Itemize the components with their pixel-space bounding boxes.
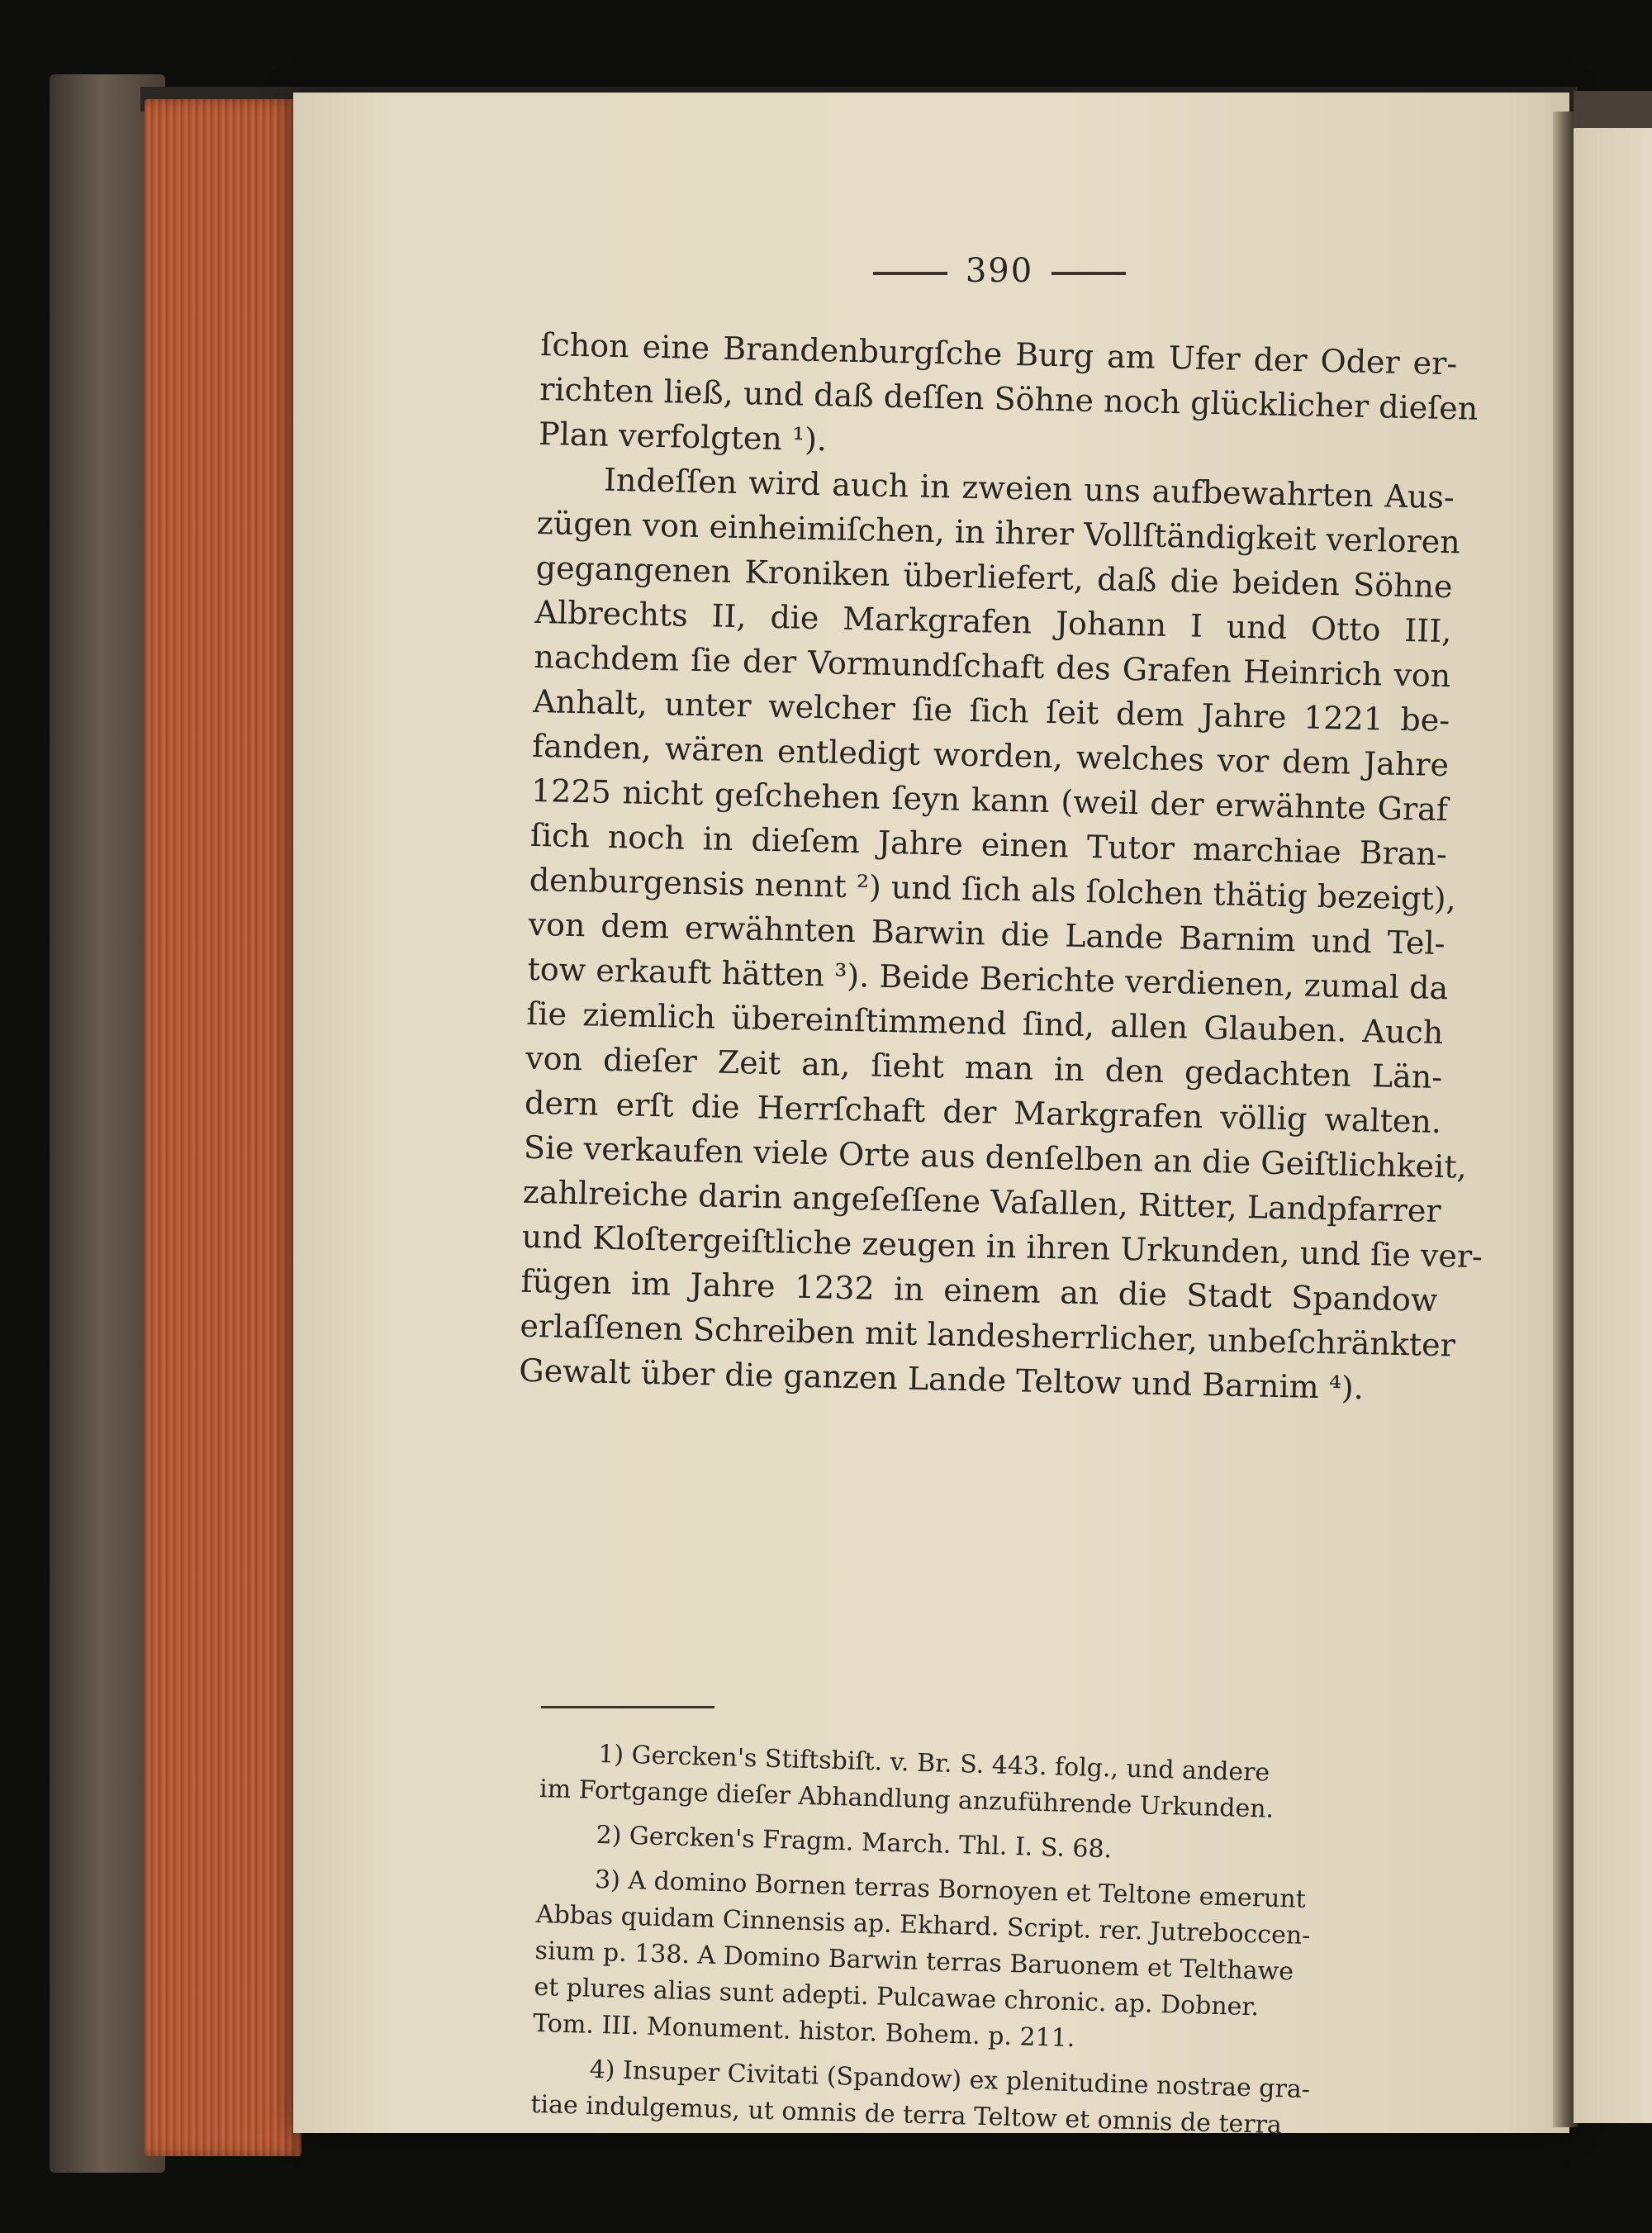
footnote-line: 4) Insuper Civitati (Spandow) ex plenitudine nostrae gra- (589, 2055, 1311, 2105)
footnote (530, 2050, 1449, 2149)
footnote-line: 2) Gercken's Fragm. March. Thl. I. S. 68. (596, 1820, 1113, 1865)
body-line: von dem erwähnten Barwin die Lande Barnim und Tel- (528, 905, 1446, 962)
footnote-line: im Fortgange dieſer Abhandlung anzuführende Urkunden. (539, 1774, 1275, 1824)
body-line: Indeſſen wird auch in zweien uns aufbewahrten Aus- (603, 461, 1455, 516)
footnote-line: 1) Gercken's Stiftsbiſt. v. Br. S. 443. folg., und andere (597, 1739, 1270, 1788)
body-text (518, 322, 1483, 1412)
body-line: dern erſt die Herrſchaft der Markgrafen völlig walten. (524, 1084, 1442, 1141)
footnote-line: Abbas quidam Cinnensis ap. Ekhard. Script. rer. Jutreboccen- (535, 1899, 1311, 1951)
body-line: denburgensis nennt ²) und ſich als ſolchen thätig bezeigt), (529, 861, 1457, 918)
body-line: fügen im Jahre 1232 in einem an die Stadt Spandow (520, 1262, 1438, 1318)
facing-page (1574, 124, 1652, 2123)
body-line: tow erkauft hätten ³). Beide Berichte verdienen, zumal da (527, 950, 1449, 1007)
page-number-dash-right (1051, 272, 1126, 275)
body-line: Anhalt, unter welcher ſie ſich ſeit dem Jahre 1221 be- (532, 682, 1450, 739)
body-line: Gewalt über die ganzen Lande Teltow und Barnim ⁴). (518, 1352, 1365, 1407)
footnote-line: 3) A domino Bornen terras Bornoyen et Teltone emerunt (594, 1865, 1307, 1914)
footnote-line: et plures alias sunt adepti. Pulcawae chronic. ap. Dobner. (533, 1972, 1260, 2022)
page-block-edge (145, 99, 301, 2156)
facing-page-top-edge (1574, 91, 1652, 128)
body-line: Sie verkaufen viele Orte aus denſelben an die Geiſtlichkeit, (523, 1128, 1468, 1185)
page-number-value: 390 (965, 252, 1034, 290)
body-line: gegangenen Kroniken überliefert, daß die beiden Söhne (535, 549, 1453, 606)
body-line: nachdem ſie der Vormundſchaft des Grafen Heinrich von (534, 638, 1451, 695)
footnote-line: Tom. III. Monument. histor. Bohem. p. 211. (532, 2008, 1075, 2054)
body-line: ſich noch in dieſem Jahre einen Tutor marchiae Bran- (529, 816, 1448, 873)
body-line: zügen von einheimiſchen, in ihrer Vollſtändigkeit verloren (536, 504, 1461, 561)
body-line: Plan verfolgten ¹). (538, 415, 828, 458)
body-line: von dieſer Zeit an, ſieht man in den gedachten Län- (525, 1039, 1443, 1096)
body-line: zahlreiche darin angeſeſſene Vaſallen, Ritter, Landpfarrer (522, 1173, 1442, 1230)
page-number-dash-left (873, 272, 947, 275)
footnote-line: sium p. 138. A Domino Barwin terras Baruonem et Telthawe (534, 1936, 1294, 1987)
page-number (541, 252, 1458, 290)
body-line: und Kloſtergeiſtliche zeugen in ihren Urkunden, und ſie ver- (521, 1218, 1483, 1276)
footnote-rule (541, 1706, 714, 1708)
footnote (533, 1860, 1455, 2068)
body-line: ſchon eine Brandenburgſche Burg am Ufer der Oder er- (539, 325, 1458, 382)
body-line: erlaſſenen Schreiben mit landesherrlicher, unbeſchränkter (520, 1307, 1456, 1364)
body-line: 1225 nicht geſchehen ſeyn kann (weil der erwähnte Graf (530, 772, 1449, 829)
footnote-line: tiae indulgemus, ut omnis de terra Teltow et omnis de terra (530, 2089, 1283, 2140)
body-line: Albrechts II, die Markgrafen Johann I und Otto III, (534, 593, 1452, 650)
body-line: ſie ziemlich übereinſtimmend ſind, allen Glauben. Auch (526, 995, 1444, 1052)
footnotes (530, 1735, 1458, 2157)
body-line: richten ließ, und daß deſſen Söhne noch glücklicher dieſen (539, 370, 1479, 427)
body-line: fanden, wären entledigt worden, welches vor dem Jahre (531, 727, 1450, 784)
